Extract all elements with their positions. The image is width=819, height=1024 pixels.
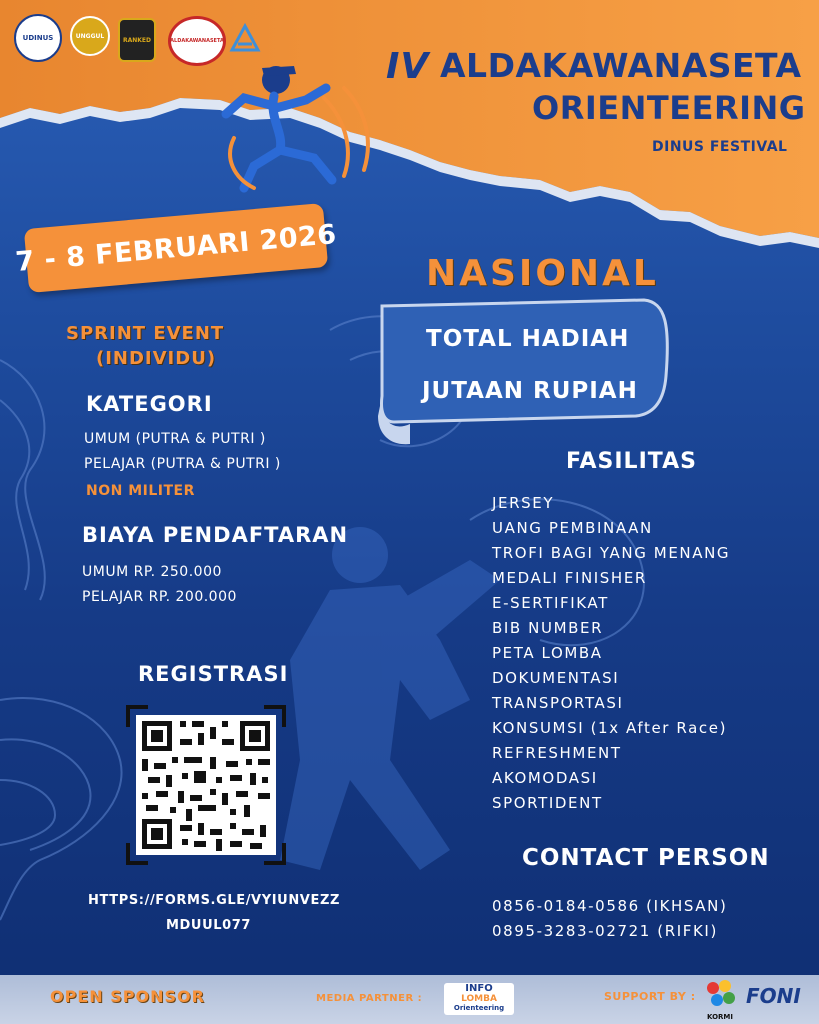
fasilitas-item: TRANSPORTASI	[492, 694, 624, 712]
event-type-line1: SPRINT EVENT	[66, 323, 225, 344]
info-lomba-logo	[444, 983, 514, 1015]
kategori-item: PELAJAR (PUTRA & PUTRI )	[84, 456, 281, 472]
dinus-festival-logo	[228, 20, 262, 58]
fasilitas-item: REFRESHMENT	[492, 744, 622, 762]
fasilitas-item: SPORTIDENT	[492, 794, 603, 812]
kategori-item: UMUM (PUTRA & PUTRI )	[84, 431, 266, 447]
biaya-item: UMUM RP. 250.000	[82, 564, 222, 580]
event-date: 7 - 8 FEBRUARI 2026	[14, 218, 338, 278]
fasilitas-item: BIB NUMBER	[492, 619, 604, 637]
registration-link-line2[interactable]: MDUUL077	[166, 918, 252, 933]
contact-heading: CONTACT PERSON	[522, 845, 770, 871]
info-lomba-text3: Orienteering	[453, 1004, 505, 1012]
biaya-heading: BIAYA PENDAFTARAN	[82, 523, 349, 547]
kormi-text: KORMI	[706, 1013, 734, 1021]
non-militer-note: NON MILITER	[86, 483, 195, 499]
fasilitas-item: E-SERTIFIKAT	[492, 594, 609, 612]
fasilitas-item: MEDALI FINISHER	[492, 569, 647, 587]
prize-line2: JUTAAN RUPIAH	[422, 378, 638, 404]
unggul-badge-logo	[70, 16, 110, 56]
registrasi-heading: REGISTRASI	[138, 662, 289, 686]
biaya-list	[82, 560, 237, 610]
udinus-logo-text: UDINUS	[22, 34, 54, 42]
fasilitas-item: JERSEY	[492, 494, 555, 512]
fasilitas-item: PETA LOMBA	[492, 644, 603, 662]
media-partner-label: MEDIA PARTNER :	[316, 993, 423, 1004]
event-subtitle: DINUS FESTIVAL	[652, 139, 788, 155]
biaya-item: PELAJAR RP. 200.000	[82, 589, 237, 605]
prize-line1: TOTAL HADIAH	[426, 326, 630, 352]
fasilitas-item: DOKUMENTASI	[492, 669, 620, 687]
kategori-list	[84, 427, 281, 477]
info-lomba-text2: LOMBA	[461, 994, 497, 1004]
fasilitas-item: TROFI BAGI YANG MENANG	[492, 544, 731, 562]
event-type-line2: (INDIVIDU)	[96, 348, 217, 369]
nasional-label: NASIONAL	[426, 253, 659, 294]
contact-list	[492, 894, 727, 944]
open-sponsor-label: OPEN SPONSOR	[50, 987, 205, 1006]
fasilitas-item: UANG PEMBINAAN	[492, 519, 653, 537]
fasilitas-list	[492, 491, 730, 816]
foni-logo	[746, 984, 801, 1008]
fasilitas-heading: FASILITAS	[566, 449, 697, 474]
ranked-shield-text: RANKED	[122, 36, 151, 44]
event-title-line1: ALDAKAWANASETA	[440, 46, 802, 85]
qr-code-graphic	[126, 705, 286, 865]
udinus-logo	[14, 14, 62, 62]
contact-phone[interactable]: 0895-3283-02721 (RIFKI)	[492, 922, 718, 940]
fasilitas-item: KONSUMSI (1x After Race)	[492, 719, 728, 737]
registration-qr-code[interactable]	[126, 705, 286, 865]
support-by-label: SUPPORT BY :	[604, 990, 696, 1003]
edition-roman-numeral: IV	[386, 46, 430, 87]
foni-text: FONI	[746, 984, 801, 1008]
unggul-badge-text: UNGGUL	[75, 32, 105, 40]
kategori-heading: KATEGORI	[86, 392, 213, 416]
ranked-shield-logo	[118, 18, 156, 62]
aldakawanaseta-logo-text: ALDAKAWANASETA	[170, 38, 224, 44]
runner-mascot-illustration	[214, 58, 384, 198]
info-lomba-text1: INFO	[465, 983, 493, 994]
fasilitas-item: AKOMODASI	[492, 769, 598, 787]
prize-scroll-shape	[374, 296, 674, 450]
kormi-logo	[702, 978, 738, 1022]
kormi-emblem-icon	[703, 978, 737, 1008]
contact-phone[interactable]: 0856-0184-0586 (IKHSAN)	[492, 897, 728, 915]
registration-link-line1[interactable]: HTTPS://FORMS.GLE/VYIUNVEZZ	[88, 893, 341, 908]
event-title-line2: ORIENTEERING	[532, 89, 806, 127]
